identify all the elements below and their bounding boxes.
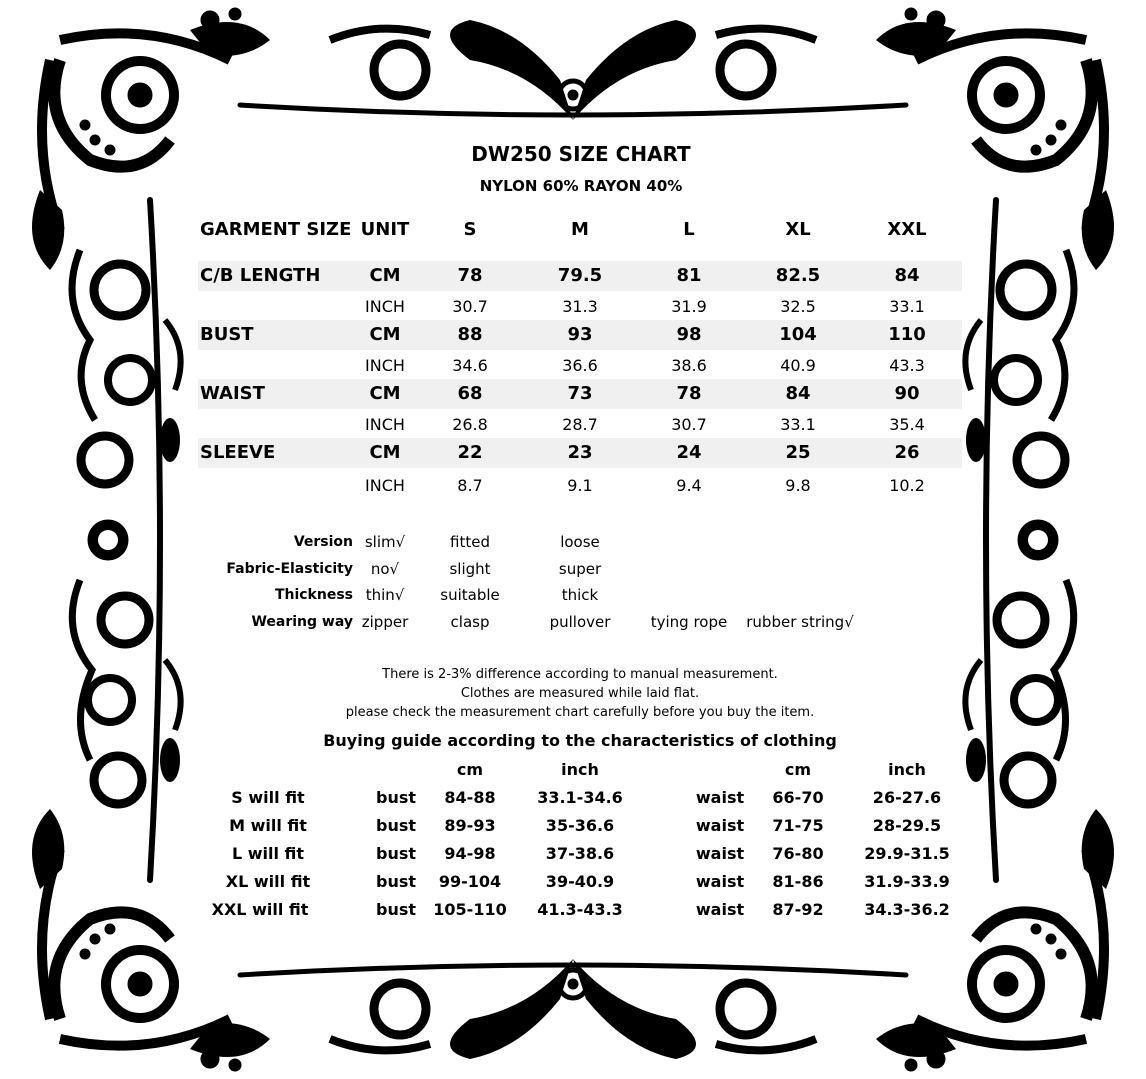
unit-cm: CM bbox=[369, 442, 401, 463]
cm-value: 84 bbox=[894, 265, 920, 286]
inch-value: 43.3 bbox=[889, 356, 925, 375]
guide-bust-cm: 89-93 bbox=[444, 816, 496, 835]
inch-value: 8.7 bbox=[457, 476, 483, 495]
feature-option: slight bbox=[449, 560, 491, 578]
inch-value: 33.1 bbox=[780, 415, 816, 434]
guide-bust-cm: 84-88 bbox=[444, 788, 496, 807]
cm-value: 98 bbox=[676, 324, 702, 345]
guide-col-inch: inch bbox=[888, 760, 926, 779]
cm-value: 23 bbox=[567, 442, 593, 463]
inch-value: 36.6 bbox=[562, 356, 598, 375]
inch-value: 9.8 bbox=[785, 476, 811, 495]
cm-value: 84 bbox=[785, 383, 811, 404]
guide-bust-inch: 37-38.6 bbox=[545, 844, 615, 863]
guide-waist-label: waist bbox=[695, 844, 745, 863]
header-size-s: S bbox=[463, 219, 477, 240]
measure-name: C/B LENGTH bbox=[200, 265, 321, 286]
inch-value: 31.3 bbox=[562, 297, 598, 316]
guide-col-inch: inch bbox=[561, 760, 599, 779]
guide-bust-inch: 33.1-34.6 bbox=[537, 788, 623, 807]
inch-value: 31.9 bbox=[671, 297, 707, 316]
guide-bust-cm: 94-98 bbox=[444, 844, 496, 863]
cm-value: 104 bbox=[779, 324, 817, 345]
guide-bust-inch: 39-40.9 bbox=[545, 872, 615, 891]
inch-value: 30.7 bbox=[452, 297, 488, 316]
header-size-m: M bbox=[571, 219, 589, 240]
feature-option: slim√ bbox=[364, 533, 406, 551]
header-size-xxl: XXL bbox=[887, 219, 927, 240]
inch-value: 33.1 bbox=[889, 297, 925, 316]
guide-waist-cm: 76-80 bbox=[772, 844, 824, 863]
guide-bust-cm: 99-104 bbox=[438, 872, 502, 891]
guide-bust-label: bust bbox=[375, 844, 417, 863]
unit-cm: CM bbox=[369, 383, 401, 404]
guide-waist-cm: 87-92 bbox=[772, 900, 824, 919]
feature-label-wearing-way: Wearing way bbox=[251, 614, 353, 630]
inch-value: 9.4 bbox=[676, 476, 702, 495]
cm-value: 68 bbox=[457, 383, 483, 404]
unit-inch: INCH bbox=[365, 356, 405, 375]
inch-value: 32.5 bbox=[780, 297, 816, 316]
measure-name: WAIST bbox=[200, 383, 265, 404]
feature-option: clasp bbox=[450, 613, 490, 631]
unit-inch: INCH bbox=[365, 415, 405, 434]
feature-option: fitted bbox=[450, 533, 490, 551]
note-line: There is 2-3% difference according to manual measurement. bbox=[382, 667, 778, 682]
guide-bust-label: bust bbox=[375, 900, 417, 919]
guide-waist-cm: 71-75 bbox=[772, 816, 824, 835]
inch-value: 9.1 bbox=[567, 476, 593, 495]
header-garment-size: GARMENT SIZE bbox=[200, 219, 352, 240]
note-line: Clothes are measured while laid flat. bbox=[460, 686, 700, 701]
cm-value: 24 bbox=[676, 442, 702, 463]
chart-title: DW250 SIZE CHART bbox=[471, 142, 691, 166]
unit-inch: INCH bbox=[365, 297, 405, 316]
guide-bust-inch: 41.3-43.3 bbox=[537, 900, 623, 919]
cm-value: 110 bbox=[888, 324, 926, 345]
cm-value: 93 bbox=[567, 324, 593, 345]
guide-col-cm: cm bbox=[456, 760, 484, 779]
feature-option: tying rope bbox=[650, 613, 728, 631]
material-composition: NYLON 60% RAYON 40% bbox=[479, 177, 683, 195]
guide-fit-label: S will fit bbox=[231, 788, 305, 807]
measure-name: SLEEVE bbox=[200, 442, 276, 463]
header-size-l: L bbox=[683, 219, 695, 240]
unit-cm: CM bbox=[369, 324, 401, 345]
cm-value: 25 bbox=[785, 442, 811, 463]
cm-value: 26 bbox=[894, 442, 920, 463]
inch-value: 30.7 bbox=[671, 415, 707, 434]
guide-waist-label: waist bbox=[695, 788, 745, 807]
feature-label-thickness: Thickness bbox=[274, 587, 353, 603]
guide-col-cm: cm bbox=[784, 760, 812, 779]
feature-label-fabric-elasticity: Fabric-Elasticity bbox=[226, 561, 353, 577]
feature-option: suitable bbox=[440, 586, 500, 604]
cm-value: 79.5 bbox=[557, 265, 603, 286]
guide-bust-label: bust bbox=[375, 872, 417, 891]
cm-value: 78 bbox=[457, 265, 483, 286]
guide-fit-label: L will fit bbox=[231, 844, 305, 863]
cm-value: 81 bbox=[676, 265, 702, 286]
cm-value: 78 bbox=[676, 383, 702, 404]
guide-bust-label: bust bbox=[375, 816, 417, 835]
inch-value: 34.6 bbox=[452, 356, 488, 375]
inch-value: 40.9 bbox=[780, 356, 816, 375]
guide-fit-label: XXL will fit bbox=[211, 900, 309, 919]
guide-fit-label: XL will fit bbox=[225, 872, 311, 891]
feature-option: super bbox=[558, 560, 602, 578]
header-unit: UNIT bbox=[360, 219, 410, 240]
feature-option: no√ bbox=[370, 560, 400, 578]
cm-value: 88 bbox=[457, 324, 483, 345]
guide-waist-inch: 29.9-31.5 bbox=[864, 844, 950, 863]
note-line: please check the measurement chart carefully before you buy the item. bbox=[345, 705, 815, 720]
guide-waist-inch: 26-27.6 bbox=[872, 788, 942, 807]
inch-value: 28.7 bbox=[562, 415, 598, 434]
unit-cm: CM bbox=[369, 265, 401, 286]
cm-value: 22 bbox=[457, 442, 483, 463]
feature-option: thick bbox=[561, 586, 599, 604]
feature-option: loose bbox=[560, 533, 600, 551]
buying-guide-title: Buying guide according to the characteristics of clothing bbox=[323, 731, 837, 750]
measure-name: BUST bbox=[200, 324, 254, 345]
inch-value: 26.8 bbox=[452, 415, 488, 434]
cm-value: 82.5 bbox=[775, 265, 821, 286]
guide-waist-label: waist bbox=[695, 872, 745, 891]
feature-option: rubber string√ bbox=[746, 613, 854, 631]
guide-waist-label: waist bbox=[695, 816, 745, 835]
guide-waist-label: waist bbox=[695, 900, 745, 919]
inch-value: 38.6 bbox=[671, 356, 707, 375]
guide-waist-cm: 81-86 bbox=[772, 872, 824, 891]
cm-value: 90 bbox=[894, 383, 920, 404]
guide-bust-cm: 105-110 bbox=[433, 900, 507, 919]
feature-option: thin√ bbox=[365, 586, 405, 604]
guide-fit-label: M will fit bbox=[229, 816, 307, 835]
guide-waist-inch: 28-29.5 bbox=[872, 816, 942, 835]
guide-waist-cm: 66-70 bbox=[772, 788, 824, 807]
feature-option: pullover bbox=[549, 613, 611, 631]
guide-waist-inch: 34.3-36.2 bbox=[864, 900, 950, 919]
inch-value: 35.4 bbox=[889, 415, 925, 434]
feature-label-version: Version bbox=[293, 534, 353, 550]
guide-bust-inch: 35-36.6 bbox=[545, 816, 615, 835]
guide-waist-inch: 31.9-33.9 bbox=[864, 872, 950, 891]
unit-inch: INCH bbox=[365, 476, 405, 495]
header-size-xl: XL bbox=[785, 219, 811, 240]
inch-value: 10.2 bbox=[889, 476, 925, 495]
cm-value: 73 bbox=[567, 383, 593, 404]
guide-bust-label: bust bbox=[375, 788, 417, 807]
feature-option: zipper bbox=[361, 613, 409, 631]
